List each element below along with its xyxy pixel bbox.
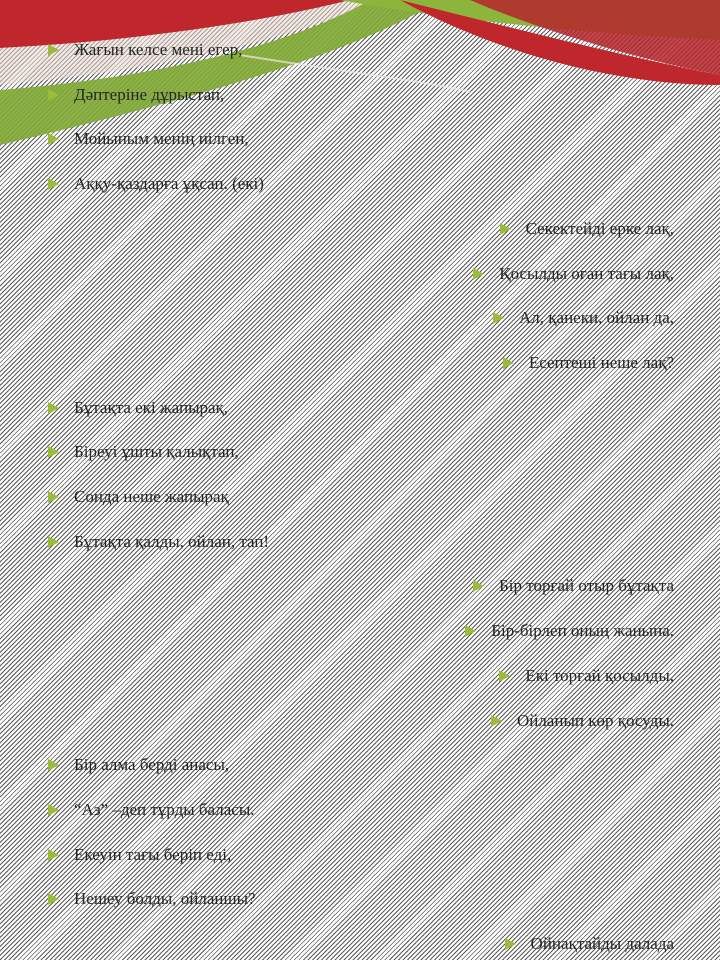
text-line: [48, 532, 269, 552]
text-line: [48, 800, 255, 820]
text-line: [493, 308, 674, 328]
line-text: Бір алма берді анасы,: [74, 755, 230, 775]
line-text: Ойнақтайды далада: [530, 934, 674, 953]
triangle-bullet-icon: [473, 580, 484, 592]
triangle-bullet-icon: [491, 715, 502, 727]
triangle-bullet-icon: [503, 357, 514, 369]
triangle-bullet-icon: [48, 536, 59, 548]
triangle-bullet-icon: [505, 938, 516, 950]
text-line: [48, 442, 239, 462]
text-line: [491, 711, 674, 731]
text-line: [500, 219, 674, 239]
line-text: Жағын келсе мені егер,: [74, 40, 243, 59]
triangle-bullet-icon: [48, 89, 59, 101]
triangle-bullet-icon: [48, 491, 59, 503]
line-text: Мойыным менің иілген,: [74, 129, 249, 149]
line-text: Бұтақта екі жапырақ,: [74, 397, 229, 417]
line-text: Дәптеріне дұрыстап,: [74, 84, 225, 104]
text-line: [505, 934, 674, 954]
line-text: Біреуі ұшты қалықтап,: [74, 442, 239, 462]
triangle-bullet-icon: [48, 759, 59, 771]
triangle-bullet-icon: [48, 849, 59, 861]
line-text: Бір торғай отыр бұтақта: [499, 576, 674, 596]
line-text: Есептеші неше лақ?: [528, 352, 674, 372]
text-line: [48, 889, 256, 909]
text-line: [48, 845, 231, 865]
triangle-bullet-icon: [493, 312, 504, 324]
triangle-bullet-icon: [48, 44, 59, 56]
text-line: [499, 666, 674, 686]
line-text: Нешеу болды, ойланшы?: [74, 889, 256, 909]
triangle-bullet-icon: [48, 446, 59, 458]
text-line: [48, 755, 229, 775]
triangle-bullet-icon: [48, 133, 59, 145]
text-line: [503, 353, 674, 373]
line-text: Ойланып көр қосуды.: [516, 710, 674, 730]
text-line: [48, 40, 242, 60]
line-text: Бір-бірлеп оның жанына.: [491, 621, 674, 641]
thin-curve: [240, 55, 470, 92]
text-line: [48, 174, 264, 194]
triangle-bullet-icon: [499, 670, 510, 682]
line-text: Сонда неше жапырақ: [74, 487, 229, 506]
text-line: [48, 129, 249, 149]
line-text: Қосылды оған тағы лақ,: [499, 263, 674, 283]
text-line: [48, 85, 224, 105]
line-text: Екеуін тағы беріп еді,: [74, 844, 232, 864]
line-text: “Аз” –деп тұрды баласы.: [74, 799, 255, 819]
triangle-bullet-icon: [48, 893, 59, 905]
line-text: Екі торғай қосылды,: [525, 665, 674, 685]
text-line: [473, 576, 674, 596]
line-text: Ал, қанеки, ойлан да,: [519, 308, 674, 328]
line-text: Бұтақта қалды, ойлан, тап!: [74, 531, 270, 551]
triangle-bullet-icon: [48, 402, 59, 414]
text-line: [473, 264, 674, 284]
text-line: [465, 621, 674, 641]
line-text: Аққу-қаздарға ұқсап. (екі): [74, 174, 264, 194]
text-line: [48, 487, 229, 507]
line-text: Секектейді ерке лақ,: [525, 218, 674, 238]
triangle-bullet-icon: [465, 625, 476, 637]
triangle-bullet-icon: [48, 178, 59, 190]
triangle-bullet-icon: [473, 268, 484, 280]
triangle-bullet-icon: [48, 804, 59, 816]
triangle-bullet-icon: [500, 223, 511, 235]
text-line: [48, 398, 228, 418]
